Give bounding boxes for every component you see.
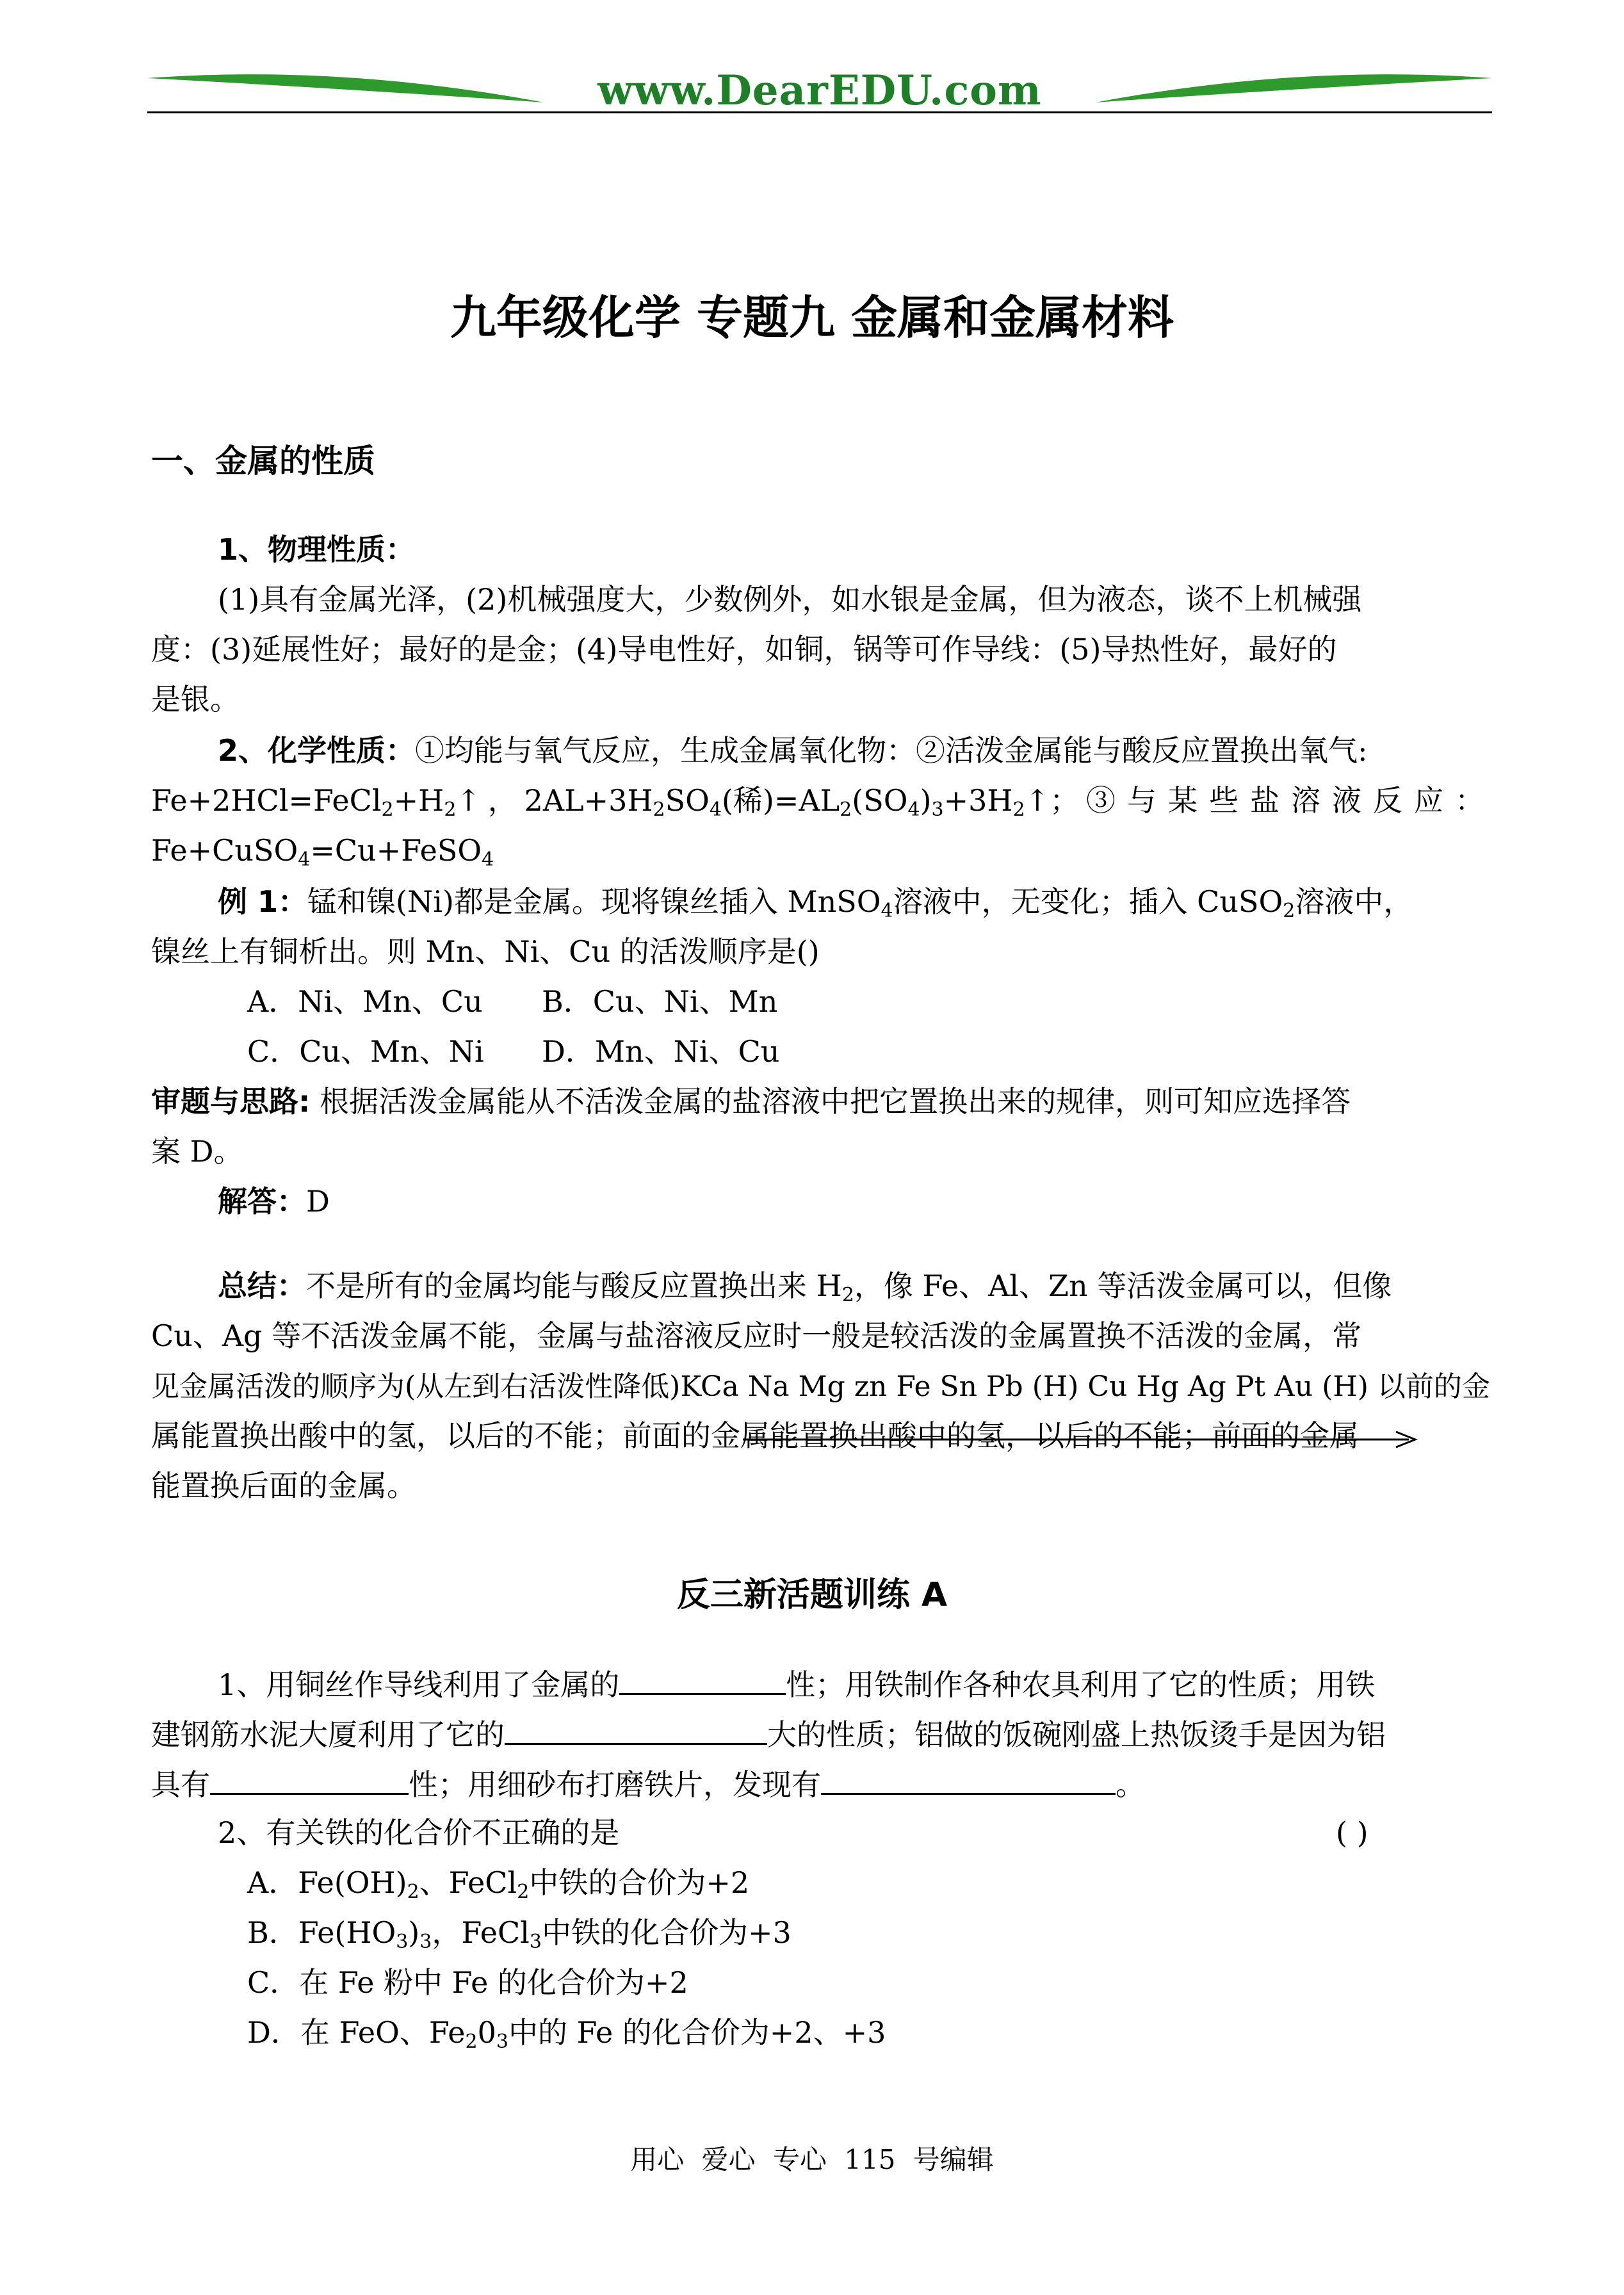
text-span: 镍丝上有铜析出。则 Mn、Ni、Cu 的活泼顺序是() [151,934,820,969]
text-span: 建钢筋水泥大厦利用了它的 [151,1717,505,1752]
analysis-line [151,1132,243,1171]
answer-value: D [306,1184,330,1219]
analysis-line [151,1082,1351,1121]
physical-label: 1、物理性质： [218,532,416,567]
blank-field[interactable] [505,1714,767,1745]
page-title: 九年级化学 专题九 金属和金属材料 [450,291,1174,345]
text-span: 属能置换出酸中的氢，以后的不能；前面的金属能置换出酸中的氢，以后的不能；前面的金属 [151,1418,1359,1453]
text-span: 。 [1116,1767,1145,1802]
subscript: 2 [444,799,457,821]
site-header [147,64,1492,128]
blank-field[interactable] [210,1764,409,1795]
text-span: A．Fe(OH) [247,1865,407,1900]
text-span: 0 [477,2015,496,2050]
text-span: 能置换后面的金属。 [151,1468,416,1503]
blank-field[interactable] [619,1664,786,1695]
equation-line [151,781,1496,820]
text-span: 大的性质；铝做的饭碗刚盛上热饭烫手是因为铝 [767,1717,1386,1752]
text-span: ) [920,783,932,818]
text-span: 中铁的化合价为+3 [541,1915,792,1950]
subscript: 4 [881,900,893,922]
answer-paren[interactable]: ( ) [1336,1815,1368,1850]
subscript: 4 [482,848,494,871]
section-heading: 一、金属的性质 [151,442,375,480]
equation-1 [151,781,481,820]
option-C: C．Cu、Mn、Ni [247,1034,484,1069]
text-span: 中铁的合价为+2 [529,1865,750,1900]
subscript: 3 [931,799,944,821]
q2-option-C: C．在 Fe 粉中 Fe 的化合价为+2 [247,1965,688,2000]
text-span: 溶液中， [1295,884,1413,919]
text-span: (1)具有金属光泽，(2)机械强度大，少数例外，如水银是金属，但为液态，谈不上机械强 [218,582,1362,617]
activity-series-text: 见金属活泼的顺序为(从左到右活泼性降低)KCa Na Mg zn Fe Sn Pb (H) Cu Hg Ag Pt Au (H) 以前的金 [151,1370,1490,1403]
text-span: ↑； [1025,783,1080,818]
q2-option-B [247,1913,792,1952]
analysis-label: 审题与思路: [151,1084,311,1119]
equation-line [151,831,494,870]
summary-line [151,1317,1361,1355]
option-A: A．Ni、Mn、Cu [247,984,483,1019]
summary-line [151,1416,1359,1455]
physical-label-line [218,530,415,569]
question-1-line [151,1714,1386,1754]
chemical-line [218,731,1368,770]
subscript: 2 [841,1284,854,1306]
subscript: 4 [298,848,311,871]
example-line [218,882,1413,921]
text-span: D．在 FeO、Fe [247,2015,466,2050]
page-footer: 用心 爱心 专心 115 号编辑 [630,2144,994,2175]
text-span: ↑ [456,783,481,818]
text-span: 性；用铁制作各种农具利用了它的性质；用铁 [786,1667,1376,1702]
q2-option-A [247,1863,749,1902]
exercise-heading: 反三新活题训练 A [676,1576,948,1614]
text-span: B．Fe(HO [247,1915,396,1950]
text-span: 度：(3)延展性好；最好的是金；(4)导电性好，如铜，锅等可作导线：(5)导热性好，最好的 [151,632,1337,667]
text-span: 、FeCl [419,1865,517,1900]
text-span: Fe+CuSO [151,833,298,868]
text-span: 锰和镍(Ni)都是金属。现将镍丝插入 MnSO [307,884,881,919]
text-span: ) [408,1915,420,1950]
text-span: Fe+2HCl=FeCl [151,783,382,818]
text-span: 溶液中，无变化；插入 CuSO [893,884,1283,919]
text-span: 根据活泼金属能从不活泼金属的盐溶液中把它置换出来的规律，则可知应选择答 [320,1084,1351,1119]
text-span: +3H [943,783,1013,818]
text-span: 不是所有的金属均能与酸反应置换出来 H [306,1269,842,1303]
summary-line [151,1466,416,1505]
answer-line [218,1182,330,1220]
question-2-line [218,1813,619,1852]
subscript: 2 [653,799,665,821]
subscript: 4 [709,799,722,821]
text-span: ③与某些盐溶液反应： [1085,783,1496,818]
text-span: =Cu+FeSO [310,833,482,868]
site-logo-text: www.DearEDU.com [597,67,1042,115]
text-span: (SO [852,783,908,818]
answer-label: 解答： [218,1184,306,1219]
text-span: 是银。 [151,682,240,717]
text-span: 中的 Fe 的化合价为+2、+3 [508,2015,886,2050]
text-span: Cu、Ag 等不活泼金属不能，金属与盐溶液反应时一般是较活泼的金属置换不活泼的金属，常 [151,1318,1362,1353]
subscript: 3 [529,1931,542,1953]
subscript: 2 [465,2031,478,2053]
subscript: 2 [840,799,852,821]
summary-line [218,1267,1392,1305]
summary-line [151,1366,1490,1406]
text-span: SO [665,783,710,818]
subscript: 3 [396,1931,409,1953]
text-span: (稀)=AL [721,783,840,818]
subscript: 2 [1012,799,1025,821]
paragraph-line [218,580,1361,619]
paragraph-line [151,680,240,718]
text-span: 具有 [151,1767,210,1802]
q2-option-D [247,2013,886,2052]
example-line [151,932,820,971]
summary-label: 总结： [218,1269,306,1303]
text-span: 1、用铜丝作导线利用了金属的 [218,1667,620,1702]
subscript: 3 [419,1931,432,1953]
text-span: ， [487,783,517,818]
text-span: 2、有关铁的化合价不正确的是 [218,1815,620,1850]
text-span: +H [393,783,444,818]
example-label: 例 1： [218,884,308,919]
text-span: 案 D。 [151,1134,243,1169]
paragraph-line [151,630,1336,669]
question-1-line [151,1764,1145,1804]
subscript: 2 [517,1881,530,1903]
text-span: 性；用细砂布打磨铁片，发现有 [409,1767,821,1802]
equation-2 [524,781,1080,820]
subscript: 3 [496,2031,508,2053]
option-B: B．Cu、Ni、Mn [542,984,778,1019]
blank-field[interactable] [821,1764,1116,1795]
question-1-line [218,1664,1375,1704]
text-span: ，FeCl [432,1915,530,1950]
text-span: ①均能与氧气反应，生成金属氧化物：②活泼金属能与酸反应置换出氧气: [415,733,1368,768]
subscript: 2 [381,799,394,821]
chemical-label: 2、化学性质： [218,733,416,768]
subscript: 2 [1283,900,1295,922]
subscript: 4 [907,799,920,821]
text-span: 2AL+3H [524,783,653,818]
option-D: D．Mn、Ni、Cu [542,1034,780,1069]
subscript: 2 [407,1881,419,1903]
text-span: ，像 Fe、Al、Zn 等活泼金属可以，但像 [854,1269,1392,1303]
